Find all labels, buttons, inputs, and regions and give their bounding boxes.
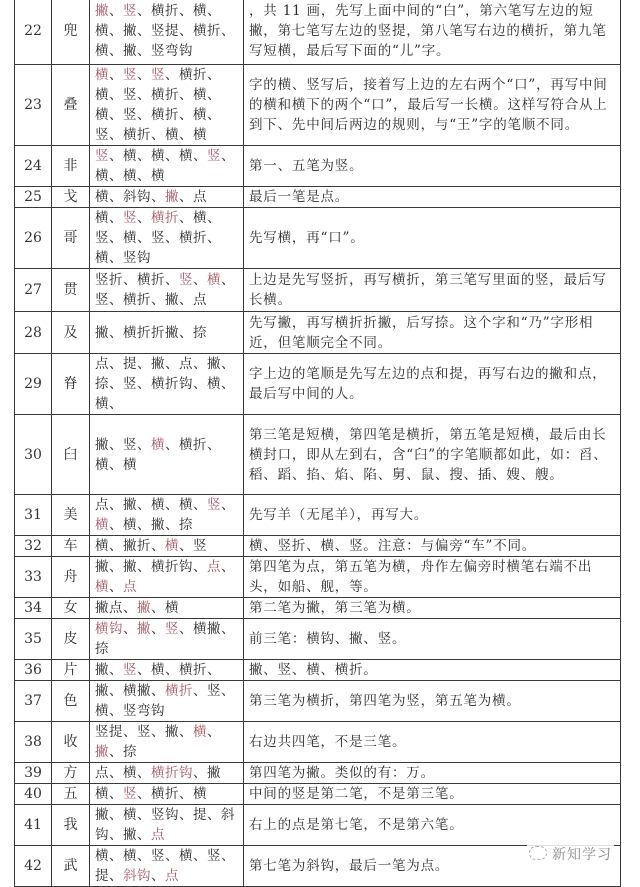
highlighted-stroke: 横 (95, 67, 109, 83)
stroke-text: 、 (137, 210, 151, 226)
character-cell: 戈 (52, 187, 90, 208)
note-cell: 最后一笔是点。 (244, 187, 621, 208)
character-cell: 及 (52, 312, 90, 354)
note-cell: 字的横、竖写后，接着写上边的左右两个“口”，再写中间的横和横下的两个“口”，最后写一长横。这样写符合从上到下、先中间后两边的规则，与“王”字的笔顺不同。 (244, 65, 621, 146)
note-cell: 字上边的笔顺是先写左边的点和提，再写右边的撇和点，最后写中间的人。 (244, 354, 621, 415)
stroke-text: 、 (221, 559, 235, 575)
character-cell: 方 (52, 763, 90, 784)
highlighted-stroke: 点 (123, 579, 137, 595)
stroke-text: 横、斜钩、 (95, 189, 165, 205)
stroke-text: 竖折、横折、 (95, 272, 179, 288)
stroke-text: 、竖、横折、撇、点 (95, 272, 235, 308)
stroke-text: 、 (151, 868, 165, 884)
stroke-text: 、点 (179, 189, 207, 205)
character-cell: 美 (52, 495, 90, 536)
highlighted-stroke: 竖 (165, 621, 179, 637)
row-number: 36 (15, 660, 52, 681)
character-cell: 我 (52, 805, 90, 846)
character-cell: 收 (52, 722, 90, 763)
character-cell: 舟 (52, 557, 90, 598)
character-cell: 五 (52, 784, 90, 805)
highlighted-stroke: 横 (165, 538, 179, 554)
highlighted-stroke: 竖 (123, 210, 137, 226)
table-row (15, 65, 621, 146)
watermark (527, 844, 614, 864)
stroke-text: 横、撇折、 (95, 538, 165, 554)
note-cell: 第二笔为撇，第三笔为横。 (244, 598, 621, 619)
note-cell: 第三笔是短横，第四笔是横折，第五笔是短横，最后由长横封口，即从左到右，含“臼”的字笔顺都如此，如：舀、稻、蹈、掐、焰、陷、舅、鼠、搜、插、嫂、艘。 (244, 415, 621, 495)
highlighted-stroke: 点 (151, 827, 165, 843)
table-row (15, 354, 621, 415)
character-cell: 贯 (52, 269, 90, 312)
highlighted-stroke: 横 (193, 724, 207, 740)
stroke-text: 撇、横撇、 (95, 683, 165, 699)
stroke-order-cell (90, 0, 244, 65)
row-number: 39 (15, 763, 52, 784)
stroke-order-cell (90, 805, 244, 846)
note-cell: 第四笔为撇。类似的有：万。 (244, 763, 621, 784)
character-cell: 脊 (52, 354, 90, 415)
note-cell: 第三笔为横折，第四笔为竖，第五笔为横。 (244, 681, 621, 722)
highlighted-stroke: 横 (151, 436, 165, 453)
stroke-order-cell (90, 208, 244, 269)
stroke-text: 、横、横、横 (95, 148, 235, 184)
stroke-order-cell (90, 536, 244, 557)
highlighted-stroke: 斜钩 (123, 868, 151, 884)
row-number: 24 (15, 146, 52, 187)
stroke-text: 撇、撇、横折钩、 (95, 559, 207, 575)
character-cell: 色 (52, 681, 90, 722)
row-number: 26 (15, 208, 52, 269)
stroke-text: 撇、竖、 (95, 436, 151, 453)
highlighted-stroke: 竖 (207, 497, 221, 513)
stroke-text: 横、 (95, 786, 123, 802)
highlighted-stroke: 撇 (165, 189, 179, 205)
stroke-text: 、横折、横、横 (95, 436, 221, 473)
stroke-text: 、横折、横、竖、横折、横、横、竖、横折、横、竖、横折、横、横 (95, 67, 221, 143)
stroke-order-cell (90, 598, 244, 619)
row-number: 37 (15, 681, 52, 722)
stroke-text: 点、提、撇、点、撇、捺、竖、横折钩、横、横、 (95, 356, 235, 412)
highlighted-stroke: 竖 (179, 272, 193, 288)
highlighted-stroke: 横折 (151, 210, 179, 226)
stroke-text: 撇、横、竖钩、提、斜钩、撇、 (95, 807, 235, 843)
stroke-text: 、竖、横、竖弯钩 (95, 683, 235, 719)
note-cell: 中间的竖是第二笔，不是第三笔。 (244, 784, 621, 805)
note-cell: 先写羊（无尾羊），再写大。 (244, 495, 621, 536)
stroke-text: 、横、横折、 (137, 662, 221, 678)
table-row (15, 312, 621, 354)
stroke-order-table (14, 0, 621, 887)
stroke-order-cell (90, 495, 244, 536)
character-cell: 兜 (52, 0, 90, 65)
highlighted-stroke: 横钩 (95, 621, 123, 637)
stroke-order-cell (90, 722, 244, 763)
highlighted-stroke: 撇 (137, 621, 151, 637)
stroke-text: 、 (109, 67, 123, 83)
table-row (15, 187, 621, 208)
stroke-text: 、 (193, 272, 207, 288)
highlighted-stroke: 竖 (123, 786, 137, 802)
row-number: 29 (15, 354, 52, 415)
note-cell: 第七笔为斜钩，最后一笔为点。 (244, 846, 621, 887)
table-row (15, 0, 621, 65)
stroke-text: 撇、 (95, 662, 123, 678)
stroke-text: 、横 (151, 600, 179, 616)
stroke-order-cell (90, 557, 244, 598)
highlighted-stroke: 横 (95, 579, 109, 595)
highlighted-stroke: 横 (95, 517, 109, 533)
table-row (15, 208, 621, 269)
stroke-order-cell (90, 312, 244, 354)
table-row (15, 598, 621, 619)
stroke-text: 、 (221, 497, 235, 513)
character-cell: 皮 (52, 619, 90, 660)
highlighted-stroke: 点 (165, 868, 179, 884)
table-row (15, 619, 621, 660)
stroke-order-cell (90, 784, 244, 805)
table-row (15, 495, 621, 536)
highlighted-stroke: 竖 (123, 67, 137, 83)
stroke-text: 点、横、 (95, 765, 151, 781)
row-number: 33 (15, 557, 52, 598)
table-row (15, 722, 621, 763)
row-number: 23 (15, 65, 52, 146)
table-row (15, 660, 621, 681)
character-cell: 臼 (52, 415, 90, 495)
highlighted-stroke: 竖 (123, 662, 137, 678)
note-cell: 第四笔为点，第五笔为横，舟作左偏旁时横笔右端不出头，如船、舰，等。 (244, 557, 621, 598)
note-cell: 先写撇，再写横折折撇，后写捺。这个字和“乃”字形相近，但笔顺完全不同。 (244, 312, 621, 354)
stroke-text: 、横、竖、横、竖、横折、横、竖钩 (95, 210, 221, 266)
table-row (15, 536, 621, 557)
stroke-text: 横、 (95, 210, 123, 226)
note-cell: 第一、五笔为竖。 (244, 146, 621, 187)
highlighted-stroke: 撇 (95, 744, 109, 760)
stroke-text: 、捺 (109, 744, 137, 760)
stroke-order-cell (90, 65, 244, 146)
stroke-order-cell (90, 269, 244, 312)
table-row (15, 146, 621, 187)
row-number: 32 (15, 536, 52, 557)
highlighted-stroke: 撇 (95, 2, 109, 19)
table-row (15, 805, 621, 846)
note-cell: 横、竖折、横、竖。注意：与偏旁“车”不同。 (244, 536, 621, 557)
stroke-text: 、 (109, 2, 123, 19)
row-number: 40 (15, 784, 52, 805)
table-row (15, 415, 621, 495)
character-cell: 非 (52, 146, 90, 187)
stroke-order-cell (90, 681, 244, 722)
highlighted-stroke: 点 (207, 559, 221, 575)
character-cell: 女 (52, 598, 90, 619)
row-number: 35 (15, 619, 52, 660)
stroke-order-cell (90, 763, 244, 784)
highlighted-stroke: 横折钩 (151, 765, 193, 781)
character-cell: 哥 (52, 208, 90, 269)
table-row (15, 784, 621, 805)
stroke-text: 、 (151, 621, 165, 637)
table-row (15, 681, 621, 722)
row-number: 27 (15, 269, 52, 312)
row-number: 42 (15, 846, 52, 887)
stroke-text: 、横、横、横、 (109, 148, 207, 164)
highlighted-stroke: 竖 (207, 148, 221, 164)
stroke-text: 竖提、竖、撇、 (95, 724, 193, 740)
stroke-text: 、 (137, 67, 151, 83)
watermark-label: 新知学习 (552, 847, 612, 863)
stroke-text: 、撇 (193, 765, 221, 781)
stroke-text: 、横撇、捺 (95, 621, 235, 657)
stroke-text: 、 (123, 621, 137, 637)
table-row (15, 557, 621, 598)
row-number: 34 (15, 598, 52, 619)
highlighted-stroke: 横 (207, 272, 221, 288)
highlighted-stroke: 竖 (151, 67, 165, 83)
highlighted-stroke: 竖 (95, 148, 109, 164)
character-cell: 叠 (52, 65, 90, 146)
note-cell: 前三笔：横钩、撇、竖。 (244, 619, 621, 660)
note-cell: 右上的点是第七笔，不是第六笔。 (244, 805, 621, 846)
stroke-text: 、横、撇、捺 (109, 517, 193, 533)
stroke-text: 横、横、竖、横、竖、提、 (95, 848, 235, 884)
highlighted-stroke: 撇 (137, 600, 151, 616)
row-number: 41 (15, 805, 52, 846)
table-row (15, 763, 621, 784)
stroke-order-cell (90, 846, 244, 887)
stroke-order-cell (90, 619, 244, 660)
character-cell: 车 (52, 536, 90, 557)
row-number: 38 (15, 722, 52, 763)
stroke-order-cell (90, 415, 244, 495)
stroke-text: 、 (109, 579, 123, 595)
row-number: 31 (15, 495, 52, 536)
row-number: 25 (15, 187, 52, 208)
stroke-text: 、横折、横、横、撇、竖提、横折、横、撇、竖弯钩 (95, 2, 235, 59)
stroke-text: 点、撇、横、横、 (95, 497, 207, 513)
stroke-order-cell (90, 354, 244, 415)
table-body (15, 0, 621, 887)
note-cell: ，共 11 画，先写上面中间的“白”，第六笔写左边的短撇，第七笔写左边的竖提，第八笔写右边的横折，第九笔写短横，最后写下面的“儿”字。 (244, 0, 621, 65)
highlighted-stroke: 横折 (165, 683, 193, 699)
wechat-icon (529, 846, 547, 860)
table-row (15, 269, 621, 312)
stroke-order-cell (90, 660, 244, 681)
row-number: 28 (15, 312, 52, 354)
stroke-text: 、 (207, 724, 221, 740)
stroke-order-cell (90, 146, 244, 187)
stroke-text: 、横折、横 (137, 786, 207, 802)
stroke-text: 、竖 (179, 538, 207, 554)
note-cell: 撇、竖、横、横折。 (244, 660, 621, 681)
note-cell: 先写横，再“口”。 (244, 208, 621, 269)
row-number: 22 (15, 0, 52, 65)
stroke-text: 撇点、 (95, 600, 137, 616)
stroke-text: 撇、横折折撇、捺 (95, 324, 207, 341)
note-cell: 右边共四笔，不是三笔。 (244, 722, 621, 763)
stroke-order-cell (90, 187, 244, 208)
note-cell: 上边是先写竖折，再写横折，第三笔写里面的竖，最后写长横。 (244, 269, 621, 312)
character-cell: 武 (52, 846, 90, 887)
highlighted-stroke: 竖 (123, 2, 137, 19)
row-number: 30 (15, 415, 52, 495)
character-cell: 片 (52, 660, 90, 681)
